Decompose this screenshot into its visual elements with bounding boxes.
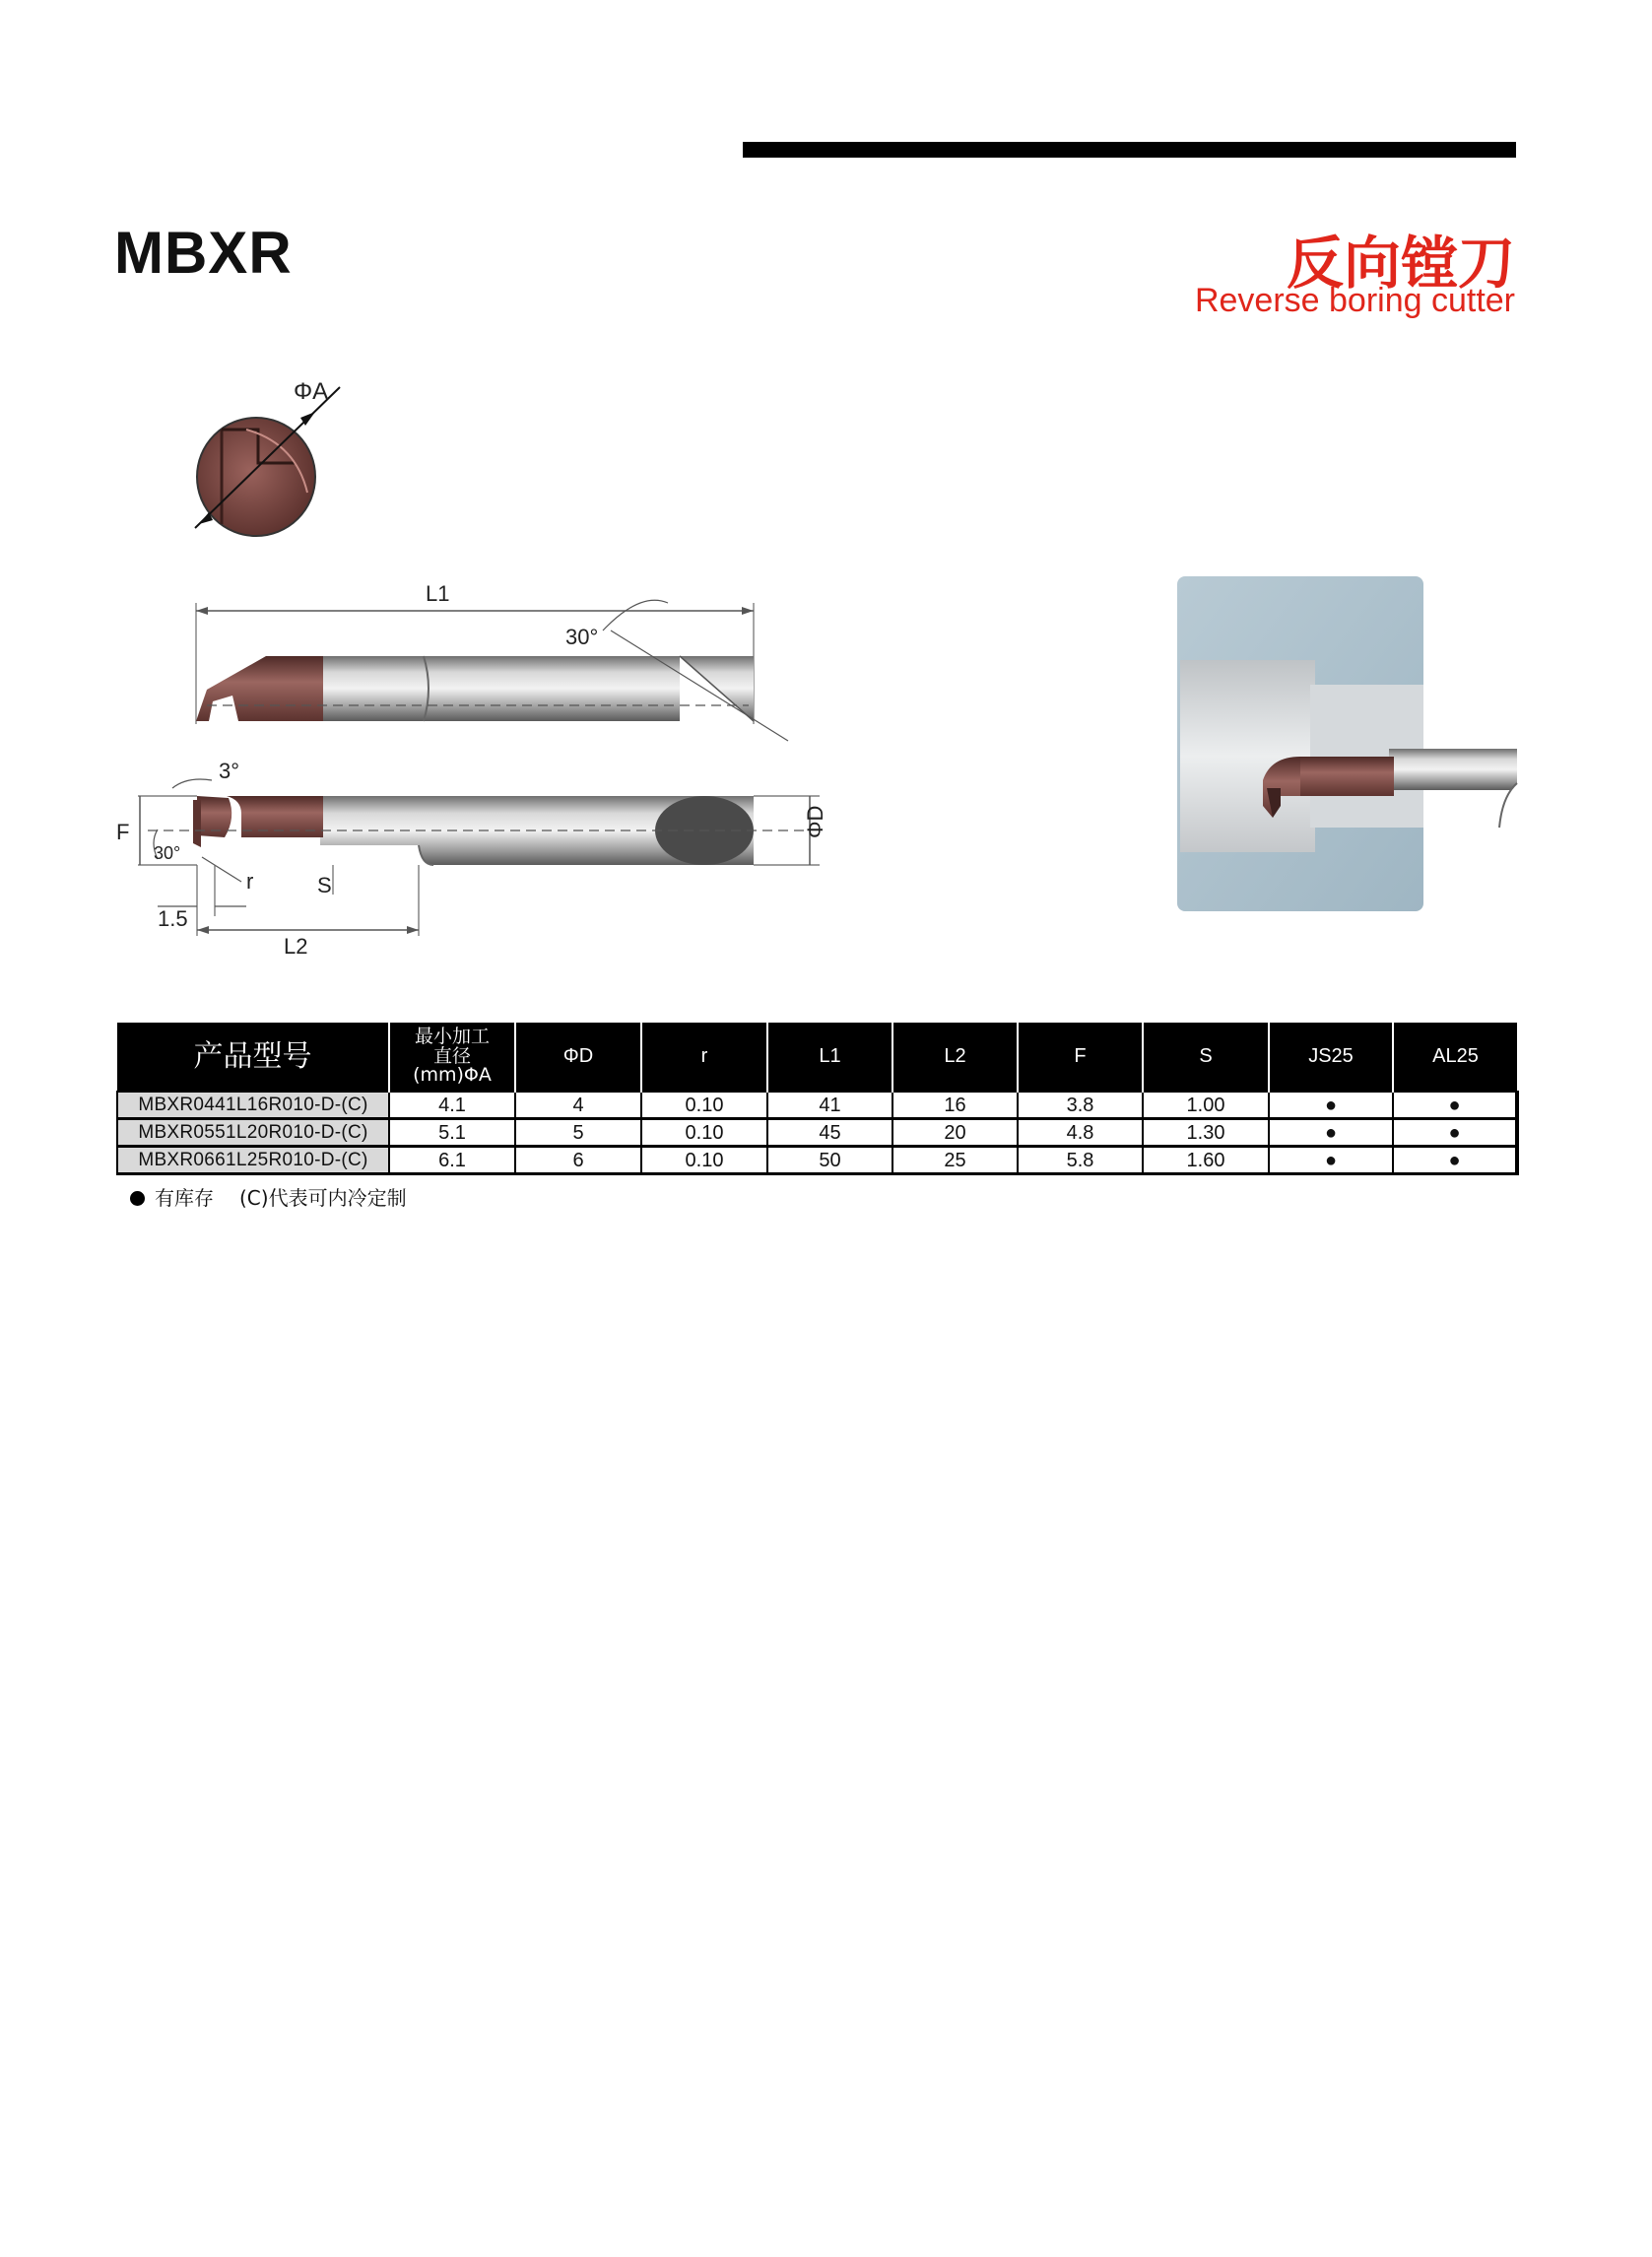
end-view bbox=[195, 378, 340, 536]
cell-s: 1.60 bbox=[1143, 1147, 1269, 1174]
cell-r: 0.10 bbox=[641, 1092, 767, 1119]
cell-phi-d: 6 bbox=[515, 1147, 641, 1174]
cell-js25: ● bbox=[1269, 1147, 1393, 1174]
cell-model: MBXR0441L16R010-D-(C) bbox=[117, 1092, 389, 1119]
phi-d-label: ΦD bbox=[803, 805, 827, 838]
cell-l2: 25 bbox=[892, 1147, 1018, 1174]
model-title: MBXR bbox=[114, 220, 293, 286]
in-stock-text: 有库存 bbox=[155, 1186, 214, 1210]
cell-l2: 20 bbox=[892, 1119, 1018, 1147]
title-en: Reverse boring cutter bbox=[1194, 282, 1515, 319]
table-row bbox=[117, 1119, 1517, 1147]
cell-al25: ● bbox=[1393, 1119, 1517, 1147]
cell-l1: 41 bbox=[767, 1092, 892, 1119]
top-view bbox=[196, 581, 788, 741]
header-js25: JS25 bbox=[1269, 1023, 1393, 1092]
header-f: F bbox=[1018, 1023, 1143, 1092]
header-phi-d: ΦD bbox=[515, 1023, 641, 1092]
cell-al25: ● bbox=[1393, 1147, 1517, 1174]
cell-min-dia: 6.1 bbox=[389, 1147, 515, 1174]
header-model: 产品型号 bbox=[117, 1023, 389, 1092]
custom-text: (C)代表可内冷定制 bbox=[239, 1186, 407, 1210]
side-view bbox=[116, 759, 827, 959]
cell-js25: ● bbox=[1269, 1092, 1393, 1119]
header-s: S bbox=[1143, 1023, 1269, 1092]
phi-a-label: ΦA bbox=[294, 378, 329, 405]
cell-l1: 45 bbox=[767, 1119, 892, 1147]
header-l2: L2 bbox=[892, 1023, 1018, 1092]
header-min-dia-line-3: (mm)ΦA bbox=[413, 1064, 492, 1087]
cell-r: 0.10 bbox=[641, 1147, 767, 1174]
cell-l2: 16 bbox=[892, 1092, 1018, 1119]
spec-table bbox=[116, 1023, 1519, 1175]
application-illustration bbox=[1177, 576, 1517, 911]
l2-label: L2 bbox=[284, 934, 308, 959]
cell-model: MBXR0551L20R010-D-(C) bbox=[117, 1119, 389, 1147]
r-label: r bbox=[246, 869, 254, 894]
legend-note bbox=[130, 1182, 407, 1211]
header-al25: AL25 bbox=[1393, 1023, 1517, 1092]
angle-30-top-label: 30° bbox=[565, 625, 599, 649]
cell-l1: 50 bbox=[767, 1147, 892, 1174]
cell-f: 3.8 bbox=[1018, 1092, 1143, 1119]
header-l1: L1 bbox=[767, 1023, 892, 1092]
cell-min-dia: 5.1 bbox=[389, 1119, 515, 1147]
cell-phi-d: 4 bbox=[515, 1092, 641, 1119]
cell-f: 5.8 bbox=[1018, 1147, 1143, 1174]
cell-al25: ● bbox=[1393, 1092, 1517, 1119]
angle-3-label: 3° bbox=[219, 759, 240, 783]
title-cn: 反向镗刀 bbox=[1286, 230, 1515, 297]
table-row bbox=[117, 1147, 1517, 1174]
table-row bbox=[117, 1092, 1517, 1119]
cell-r: 0.10 bbox=[641, 1119, 767, 1147]
in-stock-dot-icon bbox=[130, 1191, 145, 1206]
dim-1-5-label: 1.5 bbox=[158, 906, 188, 931]
cell-min-dia: 4.1 bbox=[389, 1092, 515, 1119]
header-min-dia-line-1: 最小加工 bbox=[414, 1025, 490, 1047]
cell-s: 1.30 bbox=[1143, 1119, 1269, 1147]
cell-phi-d: 5 bbox=[515, 1119, 641, 1147]
cell-f: 4.8 bbox=[1018, 1119, 1143, 1147]
header-r: r bbox=[641, 1023, 767, 1092]
header-min-dia-line-2: 直径 bbox=[432, 1044, 471, 1067]
l1-label: L1 bbox=[426, 581, 450, 606]
f-label: F bbox=[116, 820, 130, 844]
table-header-row bbox=[117, 1023, 1517, 1092]
angle-30-side-label: 30° bbox=[154, 843, 181, 863]
cell-js25: ● bbox=[1269, 1119, 1393, 1147]
s-label: S bbox=[317, 873, 332, 897]
technical-drawings bbox=[0, 0, 1652, 985]
cell-s: 1.00 bbox=[1143, 1092, 1269, 1119]
cell-model: MBXR0661L25R010-D-(C) bbox=[117, 1147, 389, 1174]
header-min-dia bbox=[389, 1023, 515, 1092]
